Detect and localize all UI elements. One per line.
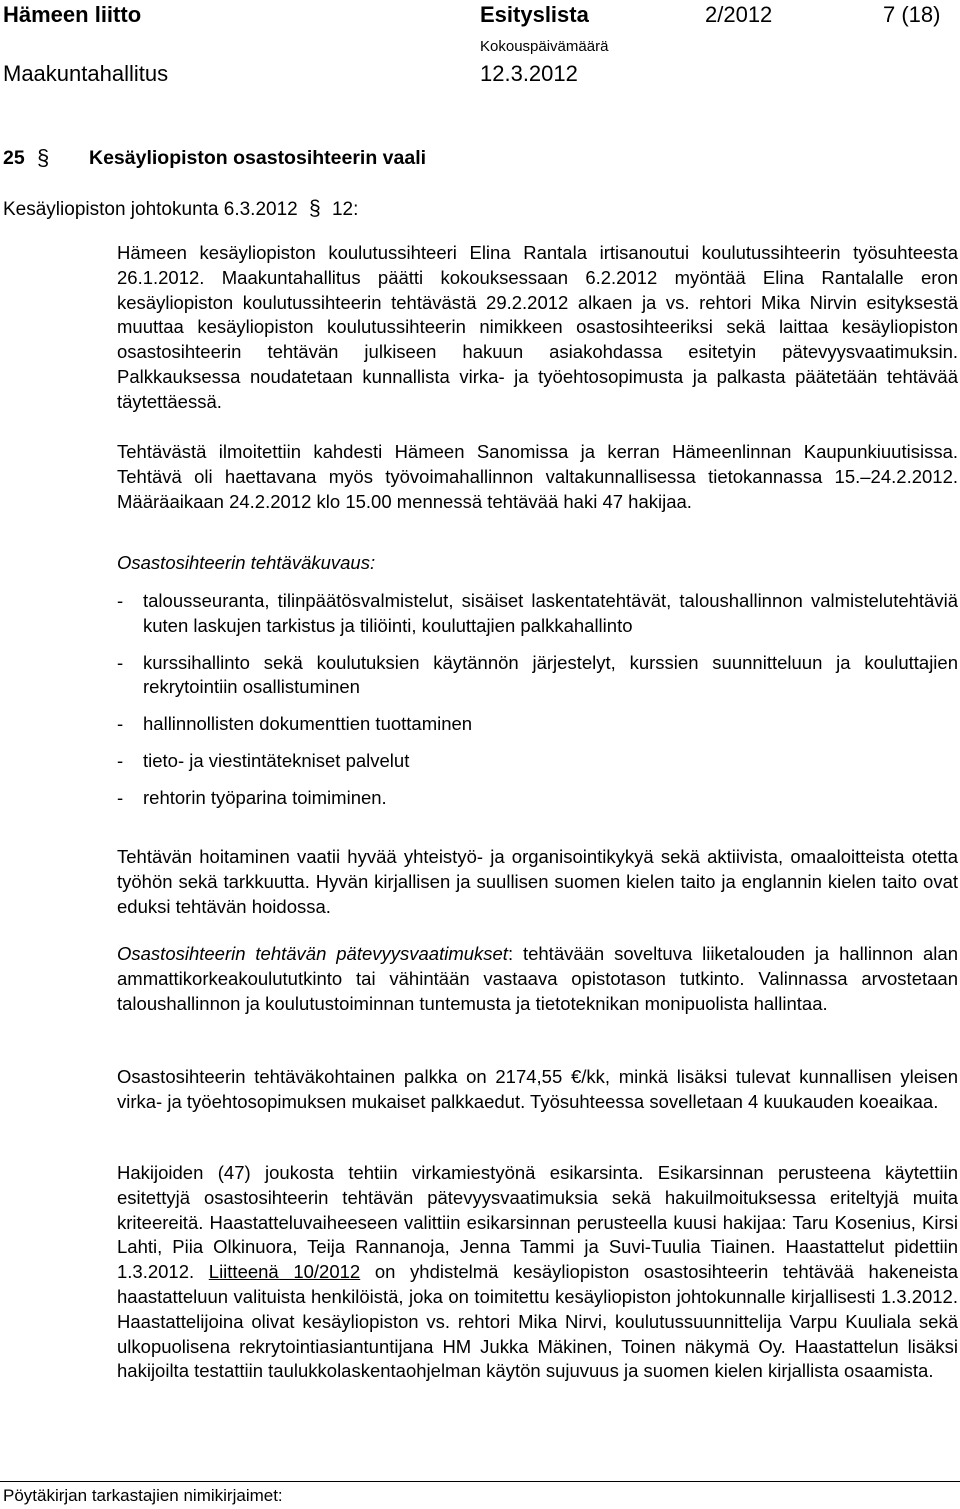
document-number: 2/2012 — [705, 2, 773, 27]
list-item: - talousseuranta, tilinpäätösvalmistelut, sisäiset laskentatehtävät, taloushallinnon valmistelutehtäviä kuten laskujen tarkistus ja tiliöinti, kouluttajien palkkahallinto — [117, 590, 958, 636]
governing-body: Maakuntahallitus — [3, 61, 169, 86]
footer-label: Pöytäkirjan tarkastajien nimikirjaimet: — [3, 1486, 283, 1505]
paragraph-4 — [117, 942, 958, 1016]
list-item-text: kurssihallinto sekä koulutuksien käytännön järjestelyt, kurssien suunnitteluun ja kouluttajien rekrytointiin osallistuminen — [143, 651, 958, 698]
qualifications-text: : tehtävään soveltuva liiketalouden ja hallinnon alan ammattikorkeakoulututkinto tai vähintään vastaava opistotason tutkinto. Valinnassa arvostetaan taloushallinnon ja koulutustoiminnan tuntemusta ja tietoteknikan monipuolista hallintaa. — [117, 943, 958, 1014]
list-item: - hallinnollisten dokumenttien tuottaminen — [117, 713, 473, 735]
section-symbol-small: § — [309, 197, 321, 220]
date-label: Kokouspäivämäärä — [480, 38, 609, 55]
paragraph-5 — [117, 1065, 958, 1115]
list-item-text: hallinnollisten dokumenttien tuottaminen — [143, 713, 473, 735]
footer-divider — [0, 1481, 960, 1482]
paragraph-text-part: Hakijoiden (47) joukosta tehtiin virkamiestyönä esikarsinta. Esikarsinnan perusteena käytettiin esitettyjä osastosihteerin tehtävän pätevyysvaatimuksia sekä hakuilmoituksessa eriteltyjä muita kriteereitä. Haastatteluvaiheeseen valittiin esikarsinnan perusteella kuusi hakijaa: Taru Kosenius, Kirsi Lahti, Piia Olkinuora, Teija Rannanoja, Jenna Tammi ja Suvi-Tuulia Tiainen. Haastattelut pidettiin 1.3.2012. — [117, 1162, 958, 1283]
list-item-text: tieto- ja viestintätekniset palvelut — [143, 749, 410, 771]
paragraph-text — [117, 1161, 958, 1384]
paragraph-text: Tehtävästä ilmoitettiin kahdesti Hämeen Sanomissa ja kerran Hämeenlinnan Kaupunkiuutisissa. Tehtävä oli haettavana myös työvoimahallinnon valtakunnallisessa tietokannassa 15.–24.2.2012. Määräaikaan 24.2.2012 klo 15.00 mennessä tehtävää haki 47 hakijaa. — [117, 441, 958, 512]
attachment-link[interactable]: Liitteenä 10/2012 — [208, 1261, 361, 1283]
org-name: Hämeen liitto — [3, 2, 142, 27]
list-item: - tieto- ja viestintätekniset palvelut — [117, 749, 410, 771]
page-number: 7 (18) — [883, 2, 941, 27]
preparing-body — [3, 197, 358, 221]
paragraph-1 — [117, 241, 958, 415]
section-symbol: § — [37, 145, 50, 170]
duties-heading-block — [117, 551, 958, 576]
meeting-date: 12.3.2012 — [480, 61, 578, 86]
list-item: - kurssihallinto sekä koulutuksien käytännön järjestelyt, kurssien suunnitteluun ja kouluttajien rekrytointiin osallistuminen — [117, 651, 958, 698]
qualifications-heading: Osastosihteerin tehtävän pätevyysvaatimukset — [117, 943, 508, 964]
paragraph-text-part: on yhdistelmä kesäyliopiston osastosihteerin tehtävää hakeneista haastatteluun valituista henkilöistä, joka on toimitettu kesäyliopiston johtokunnalle kirjallisesti 1.3.2012. Haastattelijoina olivat kesäyliopiston vs. rehtori Mika Nirvi, koulutussuunnittelija Varpu Kuuliala sekä ulkopuolisena rekrytointiasiantuntijana HM Jukka Mäkinen, Toinen näkymä Oy. Haastattelun lisäksi hakijoilta testattiin taulukkolaskentaohjelman käytön sujuvuus ja suomen kielen kirjallista osaamista. — [117, 1261, 959, 1382]
paragraph-3 — [117, 845, 958, 919]
list-item: - rehtorin työparina toimiminen. — [117, 786, 387, 808]
paragraph-6 — [117, 1161, 958, 1384]
list-item-text: rehtorin työparina toimiminen. — [143, 786, 387, 808]
paragraph-text — [117, 942, 958, 1016]
document-type: Esityslista — [480, 2, 589, 27]
list-item-text: talousseuranta, tilinpäätösvalmistelut, sisäiset laskentatehtävät, taloushallinnon valmistelutehtäviä kuten laskujen tarkistus ja tiliöinti, kouluttajien palkkahallinto — [143, 590, 958, 636]
paragraph-text: Tehtävän hoitaminen vaatii hyvää yhteistyö- ja organisointikykyä sekä aktiivista, omaaloitteista otetta työhön sekä tarkkuutta. Hyvän kirjallisen ja suullisen suomen kielen taito ja englannin kielen taito ovat eduksi tehtävän hoidossa. — [117, 846, 958, 917]
paragraph-text: Osastosihteerin tehtäväkohtainen palkka on 2174,55 €/kk, minkä lisäksi tulevat kunnallisen yleisen virka- ja työehtosopimuksen mukaiset palkkaedut. Työsuhteessa sovelletaan 4 kuukauden koeaikaa. — [117, 1066, 958, 1112]
preparing-body-text: Kesäyliopiston johtokunta 6.3.2012 — [3, 199, 298, 220]
preparing-body-number: 12: — [331, 199, 359, 220]
duties-heading: Osastosihteerin tehtäväkuvaus: — [117, 552, 376, 573]
section-number: 25 — [3, 147, 25, 169]
paragraph-text: Hämeen kesäyliopiston koulutussihteeri Elina Rantala irtisanoutui koulutussihteerin työsuhteesta 26.1.2012. Maakuntahallitus päätti kokouksessaan 6.2.2012 myöntää Elina Rantalalle eron kesäyliopiston koulutussihteerin tehtävästä 29.2.2012 alkaen ja vs. rehtori Mika Nirvin esityksestä muuttaa kesäyliopiston koulutussihteerin nimikkeen osastosihteeriksi sekä laittaa kesäyliopiston osastosihteerin tehtävän julkiseen hakuun asiakohdassa esitetyin pätevyysvaatimuksin. Palkkauksessa noudatetaan kunnallista virka- ja työehtosopimusta ja palkasta päätetään tehtävää täytettäessä. — [117, 242, 958, 412]
section-title: Kesäyliopiston osastosihteerin vaali — [89, 147, 427, 169]
paragraph-2 — [117, 440, 958, 514]
duties-list — [117, 589, 958, 811]
